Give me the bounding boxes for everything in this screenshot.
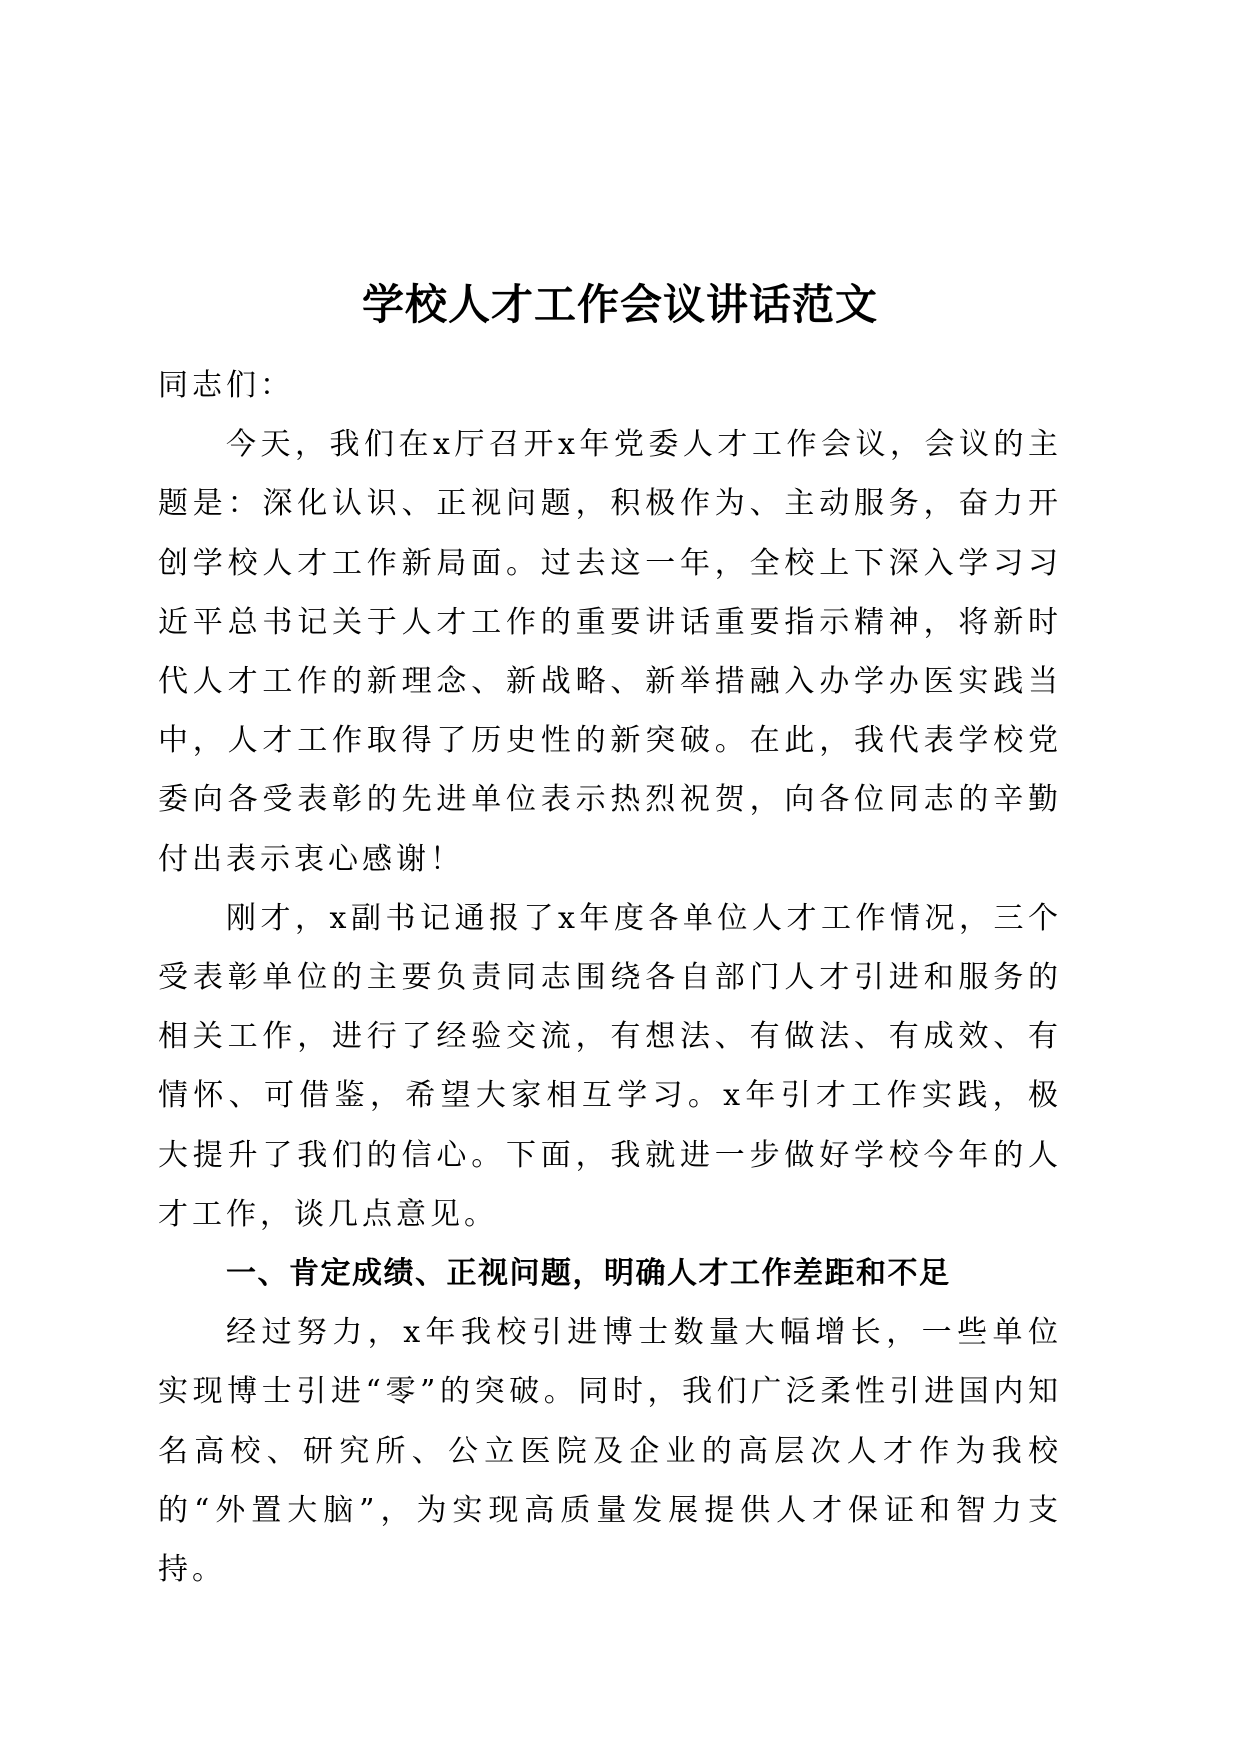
paragraph-opening: 今天，我们在x厅召开x年党委人才工作会议，会议的主题是：深化认识、正视问题，积极作为、主动服务，奋力开创学校人才工作新局面。过去这一年，全校上下深入学习习近平总书记关于人才工作的重要讲话重要指示精神，将新时代人才工作的新理念、新战略、新举措融入办学办医实践当中，人才工作取得了历史性的新突破。在此，我代表学校党委向各受表彰的先进单位表示热烈祝贺，向各位同志的辛勤付出表示衷心感谢！ (158, 427, 1062, 877)
document-body (158, 356, 1062, 1599)
document-title: 学校人才工作会议讲话范文 (361, 280, 878, 329)
section-paragraph: 经过努力，x年我校引进博士数量大幅增长，一些单位实现博士引进“零”的突破。同时，我们广泛柔性引进国内知名高校、研究所、公立医院及企业的高层次人才作为我校的“外置大脑”，为实现高质量发展提供人才保证和智力支持。 (158, 1315, 1062, 1588)
paragraph-summary: 刚才，x副书记通报了x年度各单位人才工作情况，三个受表彰单位的主要负责同志围绕各自部门人才引进和服务的相关工作，进行了经验交流，有想法、有做法、有成效、有情怀、可借鉴，希望大家相互学习。x年引才工作实践，极大提升了我们的信心。下面，我就进一步做好学校今年的人才工作，谈几点意见。 (158, 900, 1062, 1232)
section-heading-1: 一、肯定成绩、正视问题，明确人才工作差距和不足 (226, 1256, 951, 1292)
salutation: 同志们： (158, 368, 294, 403)
